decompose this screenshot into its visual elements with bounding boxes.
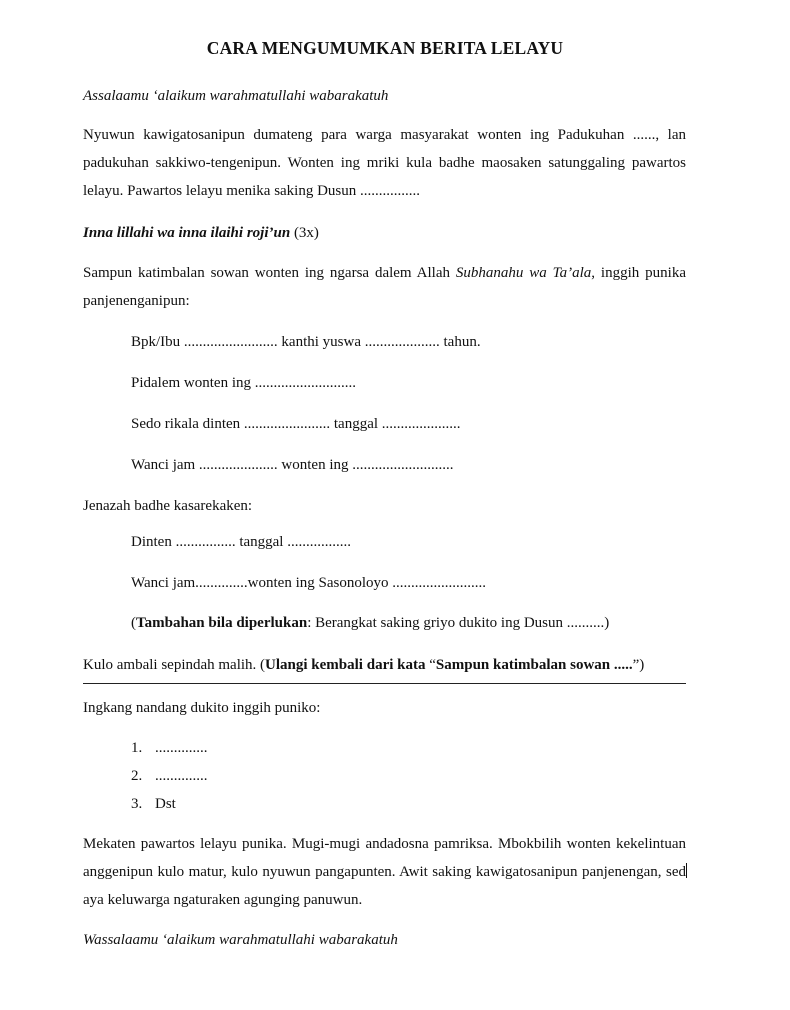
list-text: .............. [155,768,208,784]
closing-paragraph[interactable] [83,830,686,914]
tambahan-rest: : Berangkat saking griyo dukito ing Dusun ..........) [307,615,610,631]
list-number: 2. [131,768,143,784]
text-cursor [686,863,687,878]
intro-paragraph: Nyuwun kawigatosanipun dumateng para warga masyarakat wonten ing Padukuhan ......, lan padukuhan sakkiwo-tengenipun. Wonten ing mriki kula badhe maosaken satunggaling pawartos lelayu. Pawartos lelayu menika saking Dusun ................ [83,127,686,199]
detail-line-date: Sedo rikala dinten ....................... tanggal ..................... [131,416,461,432]
burial-line-date: Dinten ................ tanggal ................. [131,534,351,550]
tambahan-bold: Tambahan bila diperlukan [136,615,308,631]
inna-suffix: (3x) [290,225,319,241]
ulangi-line [83,651,686,679]
sampun-paragraph [83,259,686,315]
dukito-label: Ingkang nandang dukito inggih puniko: [83,700,321,716]
ulangi-quote-close: ”) [632,657,645,673]
list-number: 1. [131,740,143,756]
sampun-italic: Subhanahu wa Ta’ala [455,265,592,281]
greeting: Assalaamu ‘alaikum warahmatullahi wabarakatuh [83,88,389,104]
ulangi-plain: Kulo ambali sepindah malih. ( [83,657,266,673]
list-item [131,794,176,814]
detail-line-time: Wanci jam ..................... wonten ing ........................... [131,457,454,473]
detail-line-name: Bpk/Ibu ......................... kanthi yuswa .................... tahun. [131,334,481,350]
inna-lillahi-line [83,219,686,247]
farewell: Wassalaamu ‘alaikum warahmatullahi wabarakatuh [83,932,398,948]
ulangi-quote-open: “ [429,657,436,673]
list-item [131,738,208,758]
list-text: .............. [155,740,208,756]
horizontal-divider [83,683,686,684]
sampun-after: , inggih punika panjenenganipun: [83,265,686,309]
list-item [131,766,208,786]
tambahan-open: ( [131,615,136,631]
sampun-before: Sampun katimbalan sowan wonten ing ngarsa dalem Allah [83,265,456,281]
list-text: Dst [155,796,176,812]
detail-line-address: Pidalem wonten ing ........................... [131,375,356,391]
closing-text-2: aya keluwarga ngaturaken agunging panuwun. [83,892,363,908]
closing-text-1: Mekaten pawartos lelayu punika. Mugi-mugi andadosna pamriksa. Mbokbilih wonten kekelintuan anggenipun kulo matur, kulo nyuwun pangapunten. Awit saking kawigatosanipun panjenengan, sed [83,836,686,880]
list-number: 3. [131,796,143,812]
jenazah-label: Jenazah badhe kasarekaken: [83,498,253,514]
ulangi-bold1: Ulangi kembali dari kata [265,657,430,673]
document-title: CARA MENGUMUMKAN BERITA LELAYU [206,38,564,58]
tambahan-line [131,609,691,637]
burial-line-time: Wanci jam..............wonten ing Sasonoloyo ......................... [131,575,487,591]
ulangi-bold2: Sampun katimbalan sowan ..... [435,657,633,673]
inna-phrase: Inna lillahi wa inna ilaihi roji’un [83,225,291,241]
